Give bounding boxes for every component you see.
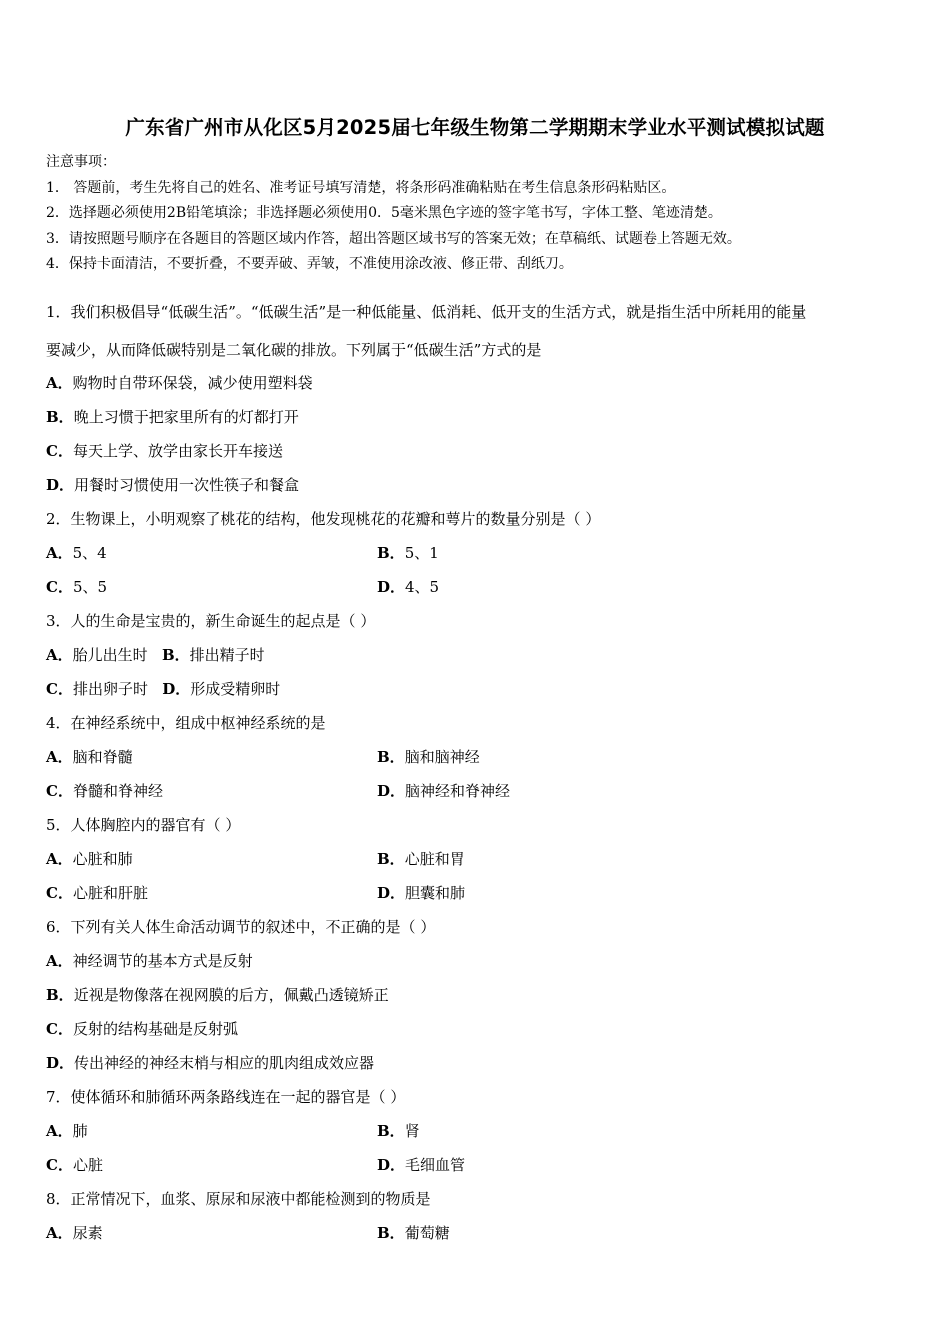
question-7-option-d [377, 1154, 465, 1175]
question-1-stem-line-2: 要减少，从而降低碳特别是二氧化碳的排放。下列属于“低碳生活”方式的是 [46, 341, 542, 359]
question-5-stem: 5．人体胸腔内的器官有（ ） [46, 816, 241, 834]
question-1-stem-line-1: 1．我们积极倡导“低碳生活”。“低碳生活”是一种低能量、低消耗、低开支的生活方式，就是指生活中所耗用的能量 [46, 303, 807, 321]
option-label: C． [46, 578, 73, 596]
option-text: 肺 [72, 1122, 88, 1140]
notice-item: 1． 答题前，考生先将自己的姓名、准考证号填写清楚，将条形码准确粘贴在考生信息条形码粘贴区。 [46, 179, 676, 196]
option-label: D． [162, 680, 191, 698]
option-text: 5、5 [72, 578, 108, 596]
notice-item: 2．选择题必须使用2B铅笔填涂；非选择题必须使用0．5毫米黑色字迹的签字笔书写，字体工整、笔迹清楚。 [46, 205, 722, 221]
option-text: 脑和脑神经 [404, 748, 480, 766]
option-label: A． [46, 1224, 73, 1242]
option-text: 脑和脊髓 [72, 748, 133, 766]
option-text: 5、4 [72, 544, 107, 562]
option-text: 心脏和肺 [72, 850, 133, 868]
question-8-option-a [46, 1222, 103, 1243]
question-2-stem: 2．生物课上，小明观察了桃花的结构，他发现桃花的花瓣和萼片的数量分别是（ ） [46, 510, 601, 528]
question-5-option-a [46, 848, 133, 869]
option-label: C． [46, 1020, 73, 1038]
option-text: 心脏和胃 [404, 850, 465, 868]
question-4-option-a [46, 746, 133, 767]
question-1-option-c [46, 440, 283, 461]
question-6-option-b [46, 984, 389, 1005]
question-4-option-c [46, 780, 163, 801]
option-label: B． [377, 1122, 405, 1140]
option-label: B． [377, 748, 405, 766]
question-2-option-d [377, 576, 439, 597]
option-text: 胎儿出生时 [72, 646, 148, 664]
option-label: D． [377, 884, 406, 902]
option-label: D． [46, 476, 75, 494]
option-label: A． [46, 1122, 73, 1140]
option-label: A． [46, 544, 73, 562]
notice-section [46, 150, 741, 278]
question-7-option-c [46, 1154, 103, 1175]
option-label: B． [161, 646, 190, 664]
option-text: 晚上习惯于把家里所有的灯都打开 [73, 408, 299, 426]
question-2-option-a [46, 542, 107, 563]
question-4-option-d [377, 780, 510, 801]
option-text: 形成受精卵时 [190, 680, 281, 698]
question-2-option-b [377, 542, 439, 563]
option-text: 尿素 [72, 1224, 103, 1242]
option-label: A． [46, 850, 73, 868]
question-7-option-b [377, 1120, 420, 1141]
question-7-stem: 7．使体循环和肺循环两条路线连在一起的器官是（ ） [46, 1088, 406, 1106]
question-8-option-b [377, 1222, 450, 1243]
option-text: 排出卵子时 [72, 680, 148, 698]
question-2-option-c [46, 576, 107, 597]
question-6-stem: 6．下列有关人体生命活动调节的叙述中，不正确的是（ ） [46, 918, 436, 936]
question-3-stem: 3．人的生命是宝贵的，新生命诞生的起点是（ ） [46, 612, 376, 630]
option-label: D． [377, 782, 406, 800]
option-label: C． [46, 680, 73, 698]
option-text: 5、1 [404, 544, 439, 562]
option-label: A． [46, 374, 73, 392]
question-6-option-c [46, 1018, 238, 1039]
option-label: D． [46, 1054, 75, 1072]
option-text: 4、5 [405, 578, 440, 596]
question-4-stem: 4．在神经系统中，组成中枢神经系统的是 [46, 714, 326, 732]
option-text: 脊髓和脊神经 [72, 782, 163, 800]
notice-heading: 注意事项： [46, 154, 116, 170]
option-text: 传出神经的神经末梢与相应的肌肉组成效应器 [74, 1054, 375, 1072]
option-text: 反射的结构基础是反射弧 [72, 1020, 238, 1038]
option-text: 用餐时习惯使用一次性筷子和餐盒 [74, 476, 300, 494]
option-label: B． [377, 850, 405, 868]
option-text: 购物时自带环保袋，减少使用塑料袋 [72, 374, 313, 392]
page-title: 广东省广州市从化区5月2025届七年级生物第二学期期末学业水平测试模拟试题 [125, 116, 825, 139]
option-label: D． [377, 1156, 406, 1174]
option-label: B． [46, 986, 74, 1004]
question-1-option-a [46, 372, 313, 393]
option-text: 排出精子时 [189, 646, 265, 664]
option-text: 脑神经和脊神经 [405, 782, 511, 800]
option-label: D． [377, 578, 406, 596]
question-8-stem: 8．正常情况下，血浆、原尿和尿液中都能检测到的物质是 [46, 1190, 431, 1208]
option-label: B． [46, 408, 74, 426]
question-1-option-b [46, 406, 299, 427]
question-3-options-row-1 [46, 644, 265, 665]
option-label: C． [46, 782, 73, 800]
option-text: 葡萄糖 [404, 1224, 450, 1242]
option-text: 心脏和肝脏 [72, 884, 148, 902]
option-text: 近视是物像落在视网膜的后方，佩戴凸透镜矫正 [73, 986, 389, 1004]
question-4-option-b [377, 746, 480, 767]
option-text: 肾 [404, 1122, 420, 1140]
question-3-options-row-2 [46, 678, 280, 699]
option-label: A． [46, 646, 73, 664]
option-text: 胆囊和肺 [405, 884, 466, 902]
option-label: C． [46, 442, 73, 460]
question-1-option-d [46, 474, 299, 495]
option-text: 每天上学、放学由家长开车接送 [72, 442, 283, 460]
option-label: B． [377, 544, 405, 562]
option-label: A． [46, 952, 73, 970]
option-text: 毛细血管 [405, 1156, 466, 1174]
question-7-option-a [46, 1120, 88, 1141]
question-5-option-c [46, 882, 148, 903]
notice-item: 4．保持卡面清洁，不要折叠，不要弄破、弄皱，不准使用涂改液、修正带、刮纸刀。 [46, 256, 573, 272]
option-label: C． [46, 884, 73, 902]
option-label: B． [377, 1224, 405, 1242]
question-5-option-d [377, 882, 465, 903]
option-text: 神经调节的基本方式是反射 [72, 952, 253, 970]
notice-item: 3．请按照题号顺序在各题目的答题区域内作答，超出答题区域书写的答案无效；在草稿纸、试题卷上答题无效。 [46, 230, 741, 247]
option-text: 心脏 [72, 1156, 103, 1174]
question-5-option-b [377, 848, 465, 869]
option-label: A． [46, 748, 73, 766]
question-6-option-d [46, 1052, 374, 1073]
option-label: C． [46, 1156, 73, 1174]
question-6-option-a [46, 950, 253, 971]
